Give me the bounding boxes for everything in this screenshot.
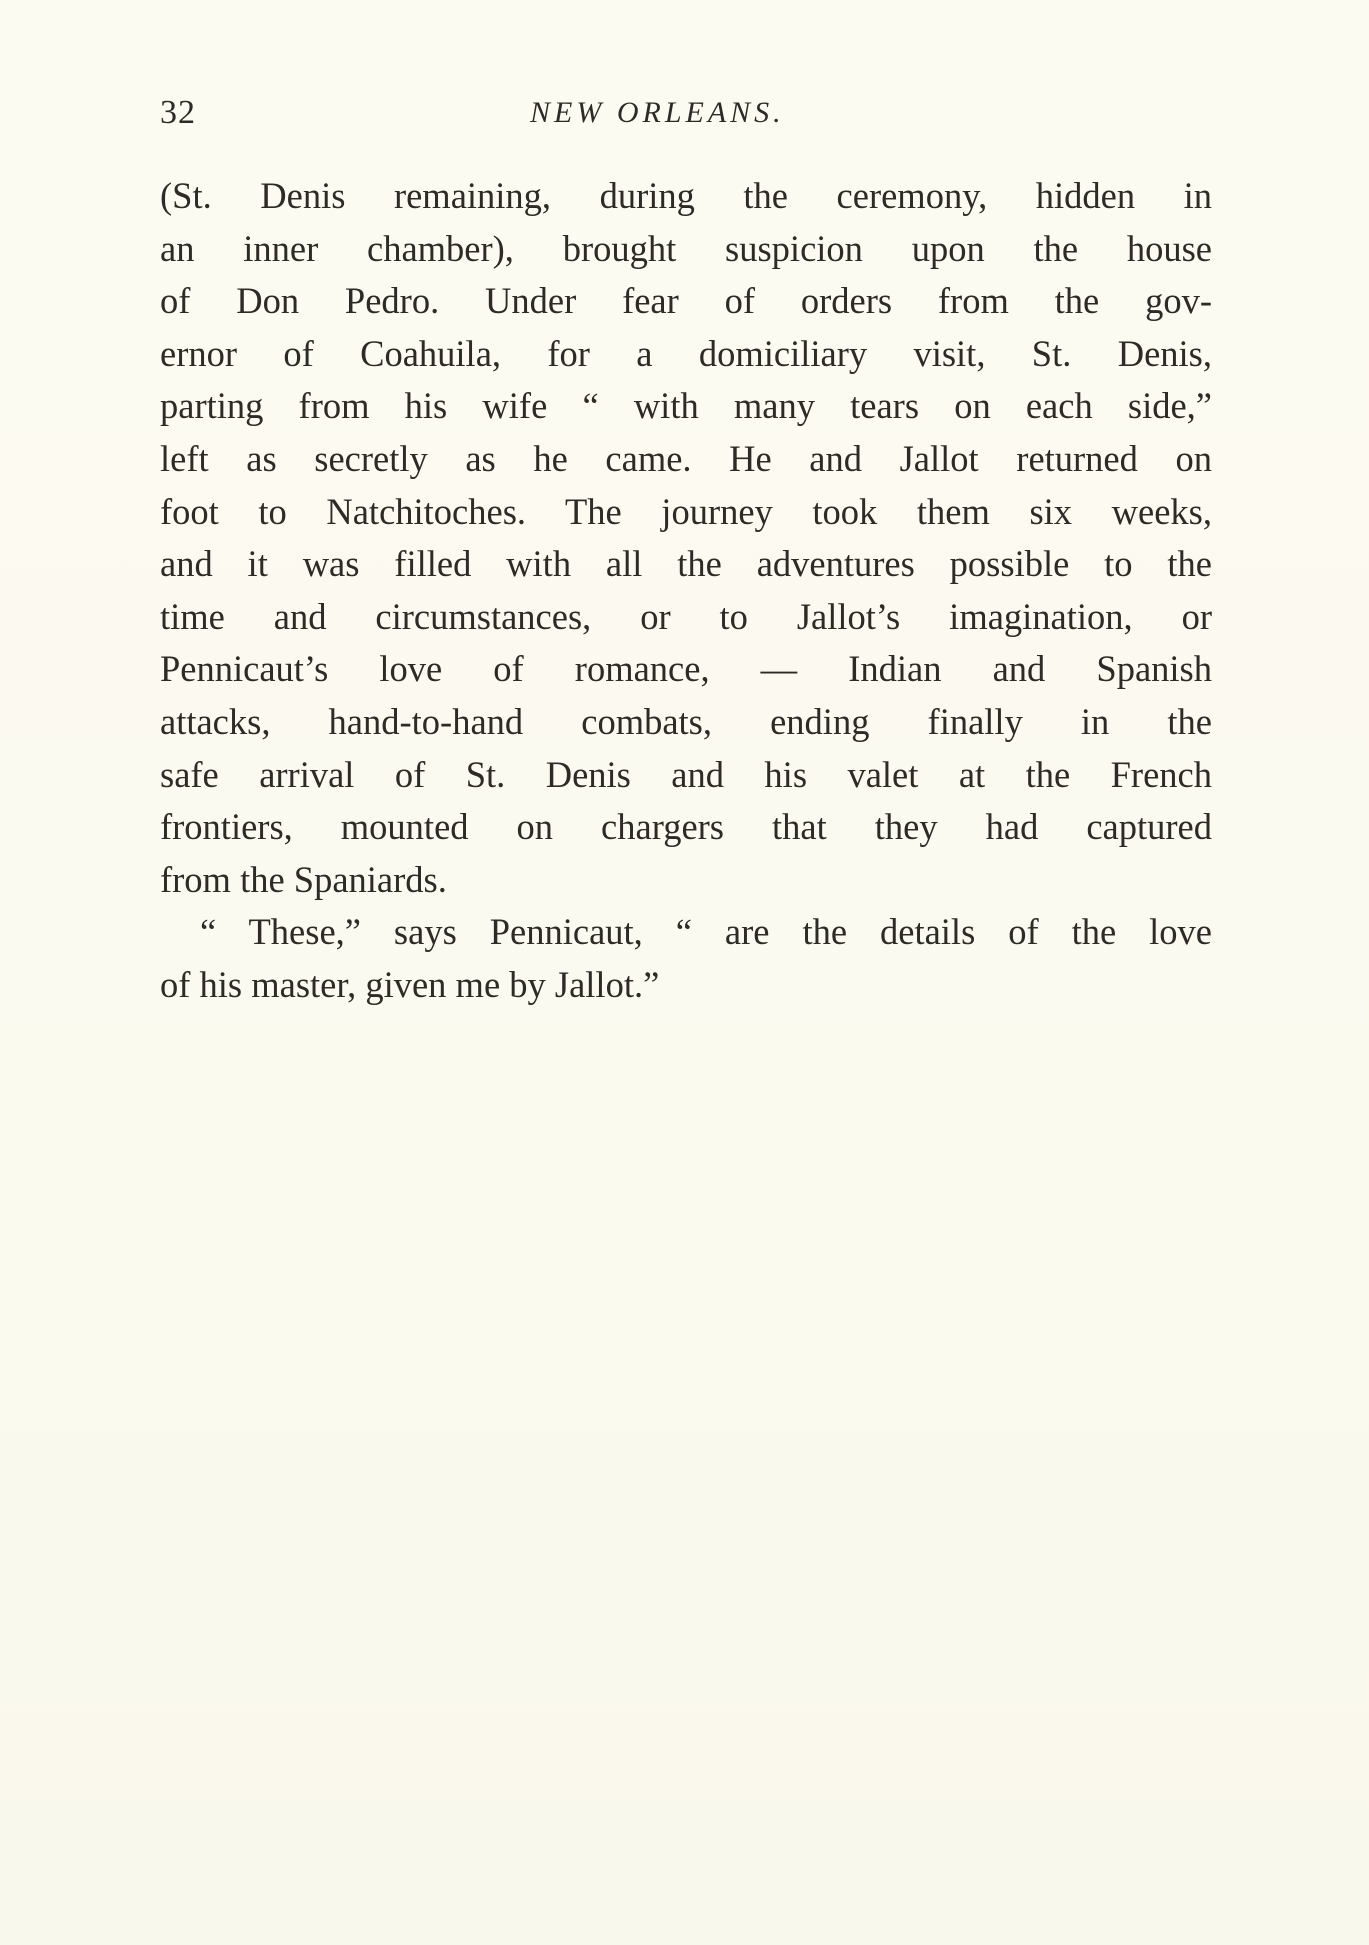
text-line: (St. Denis remaining, during the ceremony, hidden in — [160, 175, 1212, 216]
text-line: of his master, given me by Jallot.” — [160, 963, 660, 1005]
text-line: an inner chamber), brought suspicion upon the house — [160, 227, 1212, 269]
running-title: NEW ORLEANS. — [530, 96, 785, 129]
text-line: ernor of Coahuila, for a domiciliary visit, St. Denis, — [160, 332, 1212, 374]
text-line: foot to Natchitoches. The journey took them six weeks, — [160, 490, 1212, 532]
text-line: from the Spaniards. — [160, 858, 447, 900]
text-line: of Don Pedro. Under fear of orders from the gov- — [160, 280, 1212, 322]
page-number: 32 — [160, 94, 196, 131]
text-line: Pennicaut’s love of romance, — Indian and Spanish — [160, 648, 1212, 690]
text-line: “ These,” says Pennicaut, “ are the details of the love — [200, 911, 1212, 953]
body-text — [160, 170, 1212, 1012]
text-line: and it was filled with all the adventures possible to the — [160, 543, 1212, 585]
text-line: attacks, hand-to-hand combats, ending finally in the — [160, 700, 1212, 742]
running-head — [160, 94, 1212, 138]
text-line: time and circumstances, or to Jallot’s imagination, or — [160, 595, 1212, 637]
text-line: left as secretly as he came. He and Jallot returned on — [160, 437, 1212, 479]
text-line: frontiers, mounted on chargers that they had captured — [160, 806, 1212, 848]
text-line: parting from his wife “ with many tears on each side,” — [160, 385, 1212, 427]
text-line: safe arrival of St. Denis and his valet at the French — [160, 753, 1212, 795]
